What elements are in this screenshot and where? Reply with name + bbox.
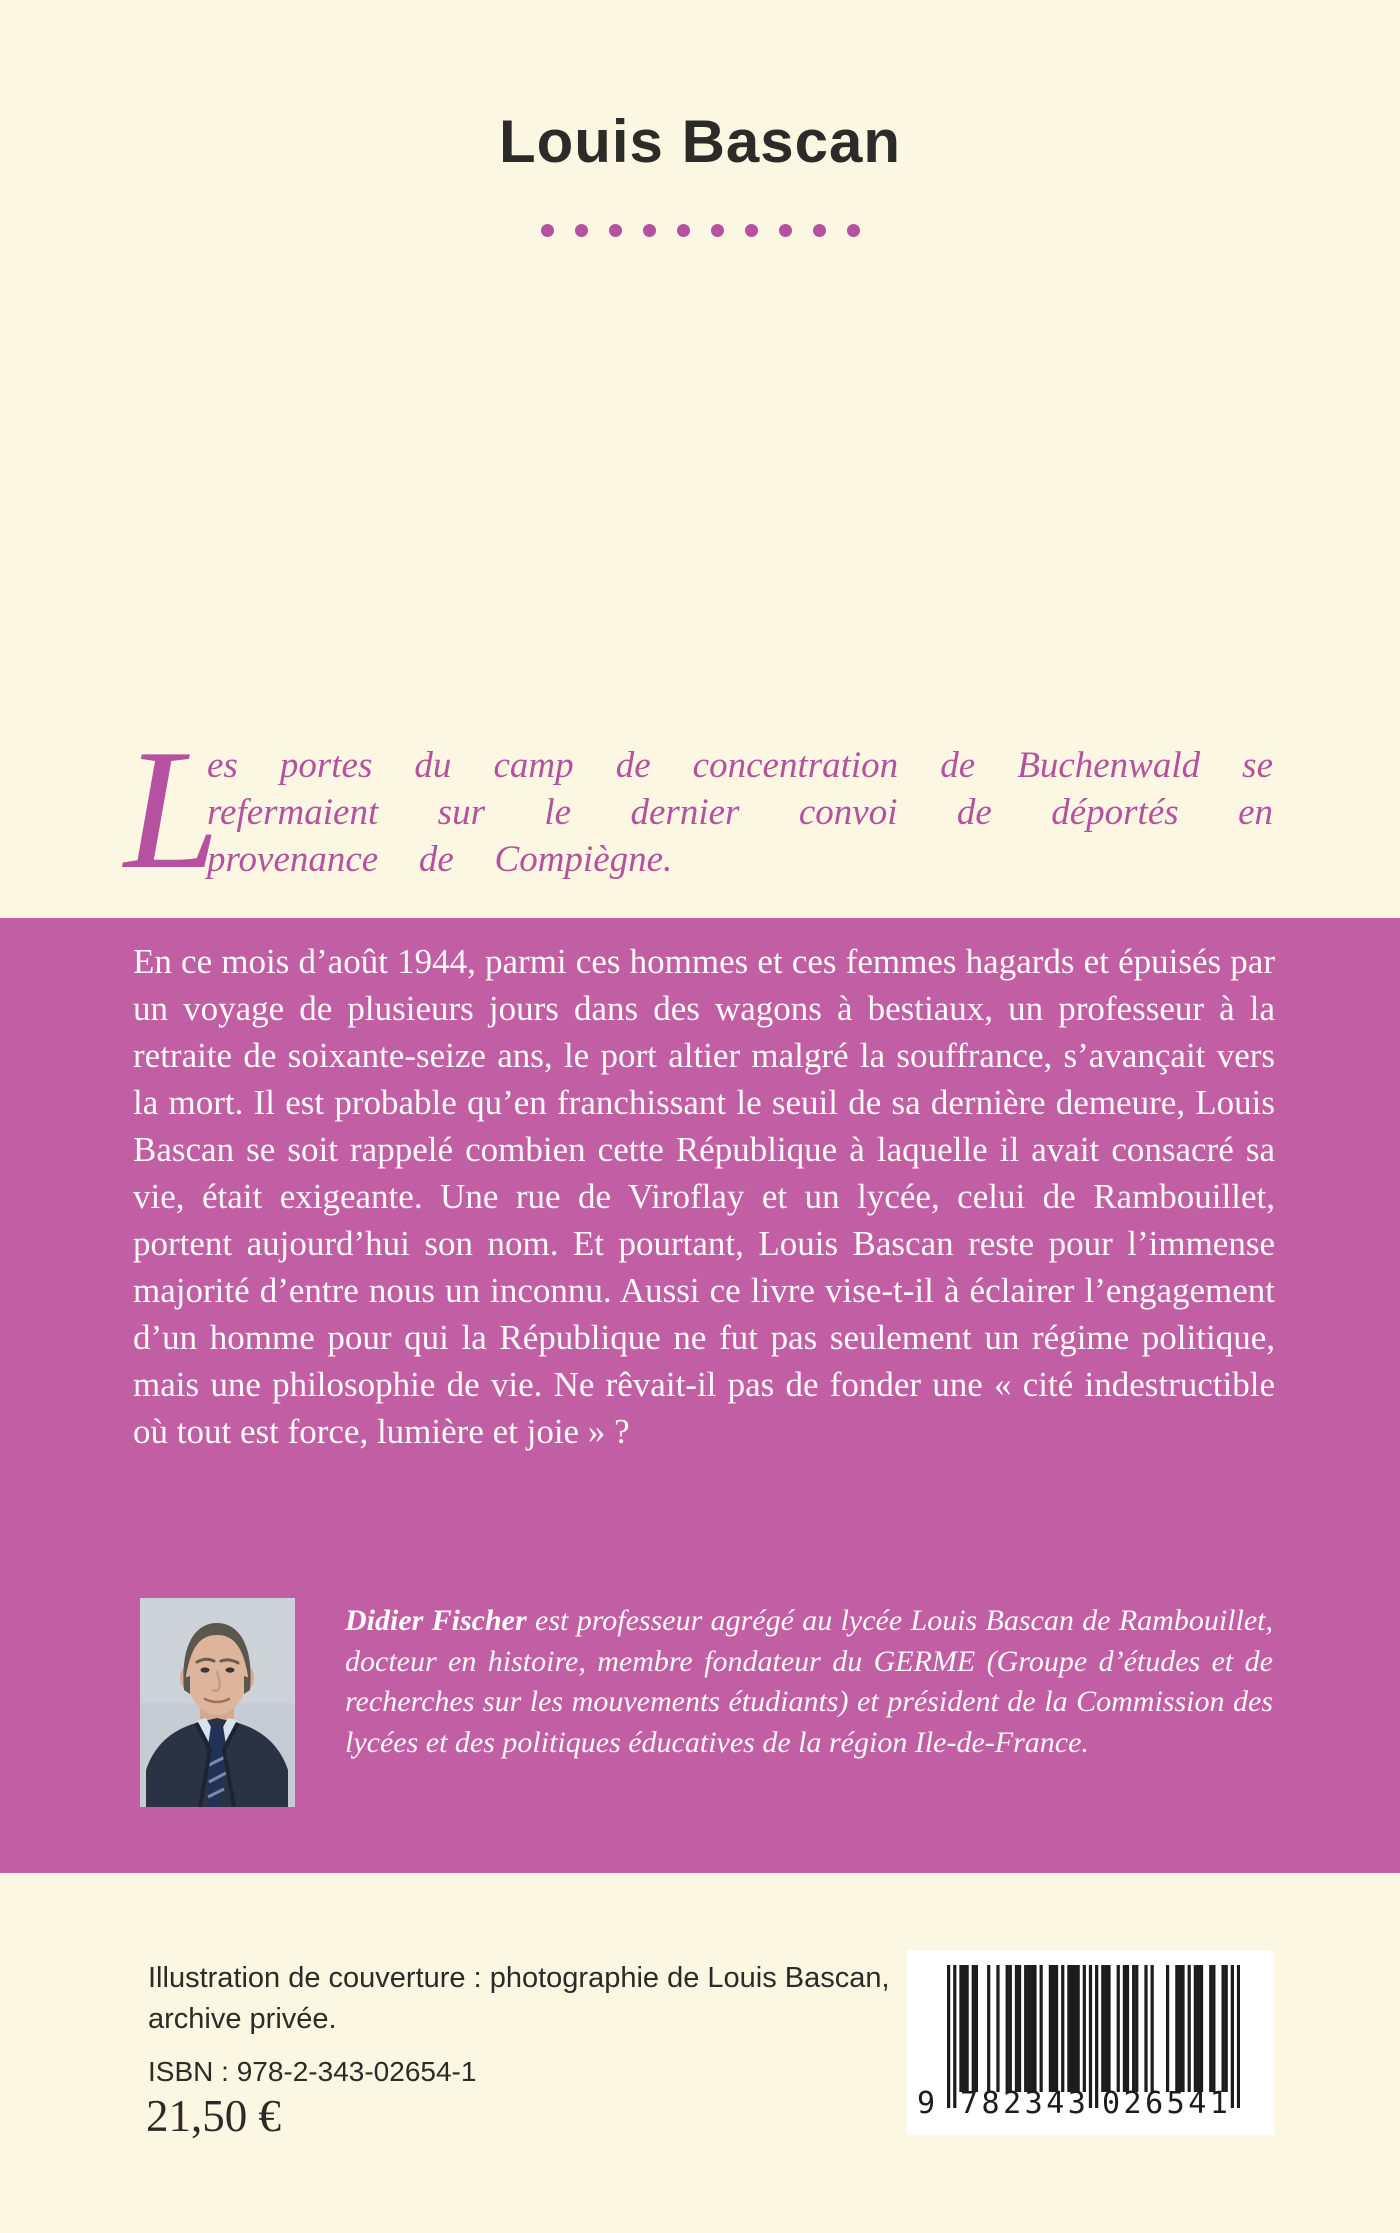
credit-line-1: Illustration de couverture : photographie de Louis Bascan, xyxy=(148,1962,890,1994)
dot xyxy=(745,224,758,237)
dots-ornament xyxy=(0,224,1400,237)
dot xyxy=(677,224,690,237)
barcode xyxy=(907,1950,1274,2135)
dot xyxy=(813,224,826,237)
cover-credit xyxy=(148,1958,890,2040)
dot xyxy=(575,224,588,237)
bio-description: est professeur agrégé au lycée Louis Bascan de Rambouillet, docteur en histoire, membre fondateur du GERME (Groupe d’études et de recherches sur les mouvements étudiants) et président de la Commission des lycées et des politiques éducatives de la région Ile-de-France. xyxy=(345,1604,1274,1759)
dot xyxy=(711,224,724,237)
dot xyxy=(847,224,860,237)
barcode-digit-group-1: 782343 xyxy=(960,2086,1090,2121)
barcode-digit-group-2: 026541 xyxy=(1102,2086,1232,2121)
price-text: 21,50 € xyxy=(146,2091,281,2141)
dot xyxy=(779,224,792,237)
synopsis-text: En ce mois d’août 1944, parmi ces hommes et ces femmes hagards et épuisés par un voyage de plusieurs jours dans des wagons à bestiaux, un professeur à la retraite de soixante-seize ans, le port altier malgré la souffrance, s’avançait vers la mort. Il est probable qu’en franchissant le seuil de sa dernière demeure, Louis Bascan se soit rappelé combien cette République à laquelle il avait consacré sa vie, était exigeante. Une rue de Viroflay et un lycée, celui de Rambouillet, portent aujourd’hui son nom. Et pourtant, Louis Bascan reste pour l’immense majorité d’entre nous un inconnu. Aussi ce livre vise-t-il à éclairer l’engagement d’un homme pour qui la République ne fut pas seulement un régime politique, mais une philosophie de vie. Ne rêvait-il pas de fonder une « cité indestructible où tout est force, lumière et joie » ? xyxy=(133,942,1275,1451)
intro-dropcap: L xyxy=(124,715,220,905)
author-name: Didier Fischer xyxy=(345,1604,527,1637)
dot xyxy=(541,224,554,237)
dot xyxy=(643,224,656,237)
book-title: Louis Bascan xyxy=(498,108,902,175)
isbn-text: ISBN : 978-2-343-02654-1 xyxy=(148,2056,477,2087)
barcode-digit-lead: 9 xyxy=(917,2086,936,2121)
dot xyxy=(609,224,622,237)
intro-text: es portes du camp de concentration de Buchenwald se refermaient sur le dernier convoi de déportés en provenance de Compiègne. xyxy=(207,745,1273,880)
portrait-illustration xyxy=(140,1598,295,1807)
author-photo xyxy=(140,1598,295,1807)
author-bio xyxy=(345,1601,1273,1763)
credit-line-2: archive privée. xyxy=(148,2003,337,2035)
